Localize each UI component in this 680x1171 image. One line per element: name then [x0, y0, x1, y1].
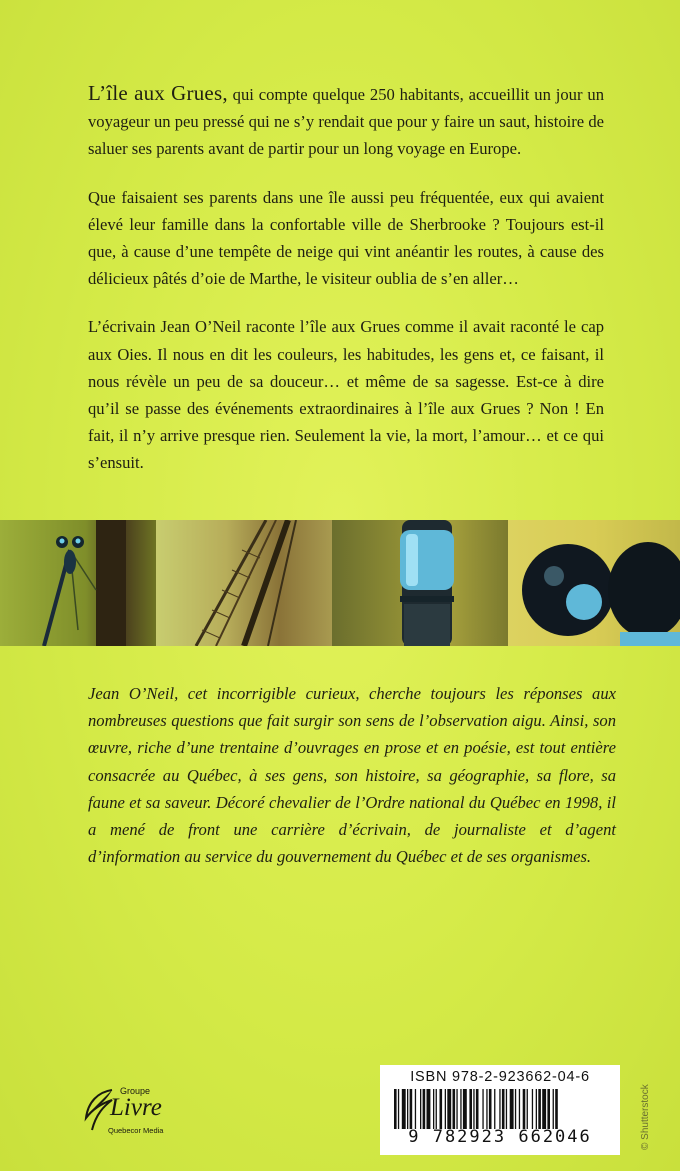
barcode-bar — [394, 1089, 397, 1129]
isbn-label: ISBN 978-2-923662-04-6 — [410, 1069, 590, 1085]
blurb-paragraph-3: L’écrivain Jean O’Neil raconte l’île aux Grues comme il avait raconté le cap aux Oies. Il nous en dit les couleurs, les habitudes, les gens et, ce faisant, il nous révèle un peu de sa douceur… et même de sa sagesse. Est-ce à dire qu’il se passe des événements extraordinaires à l’île aux Grues ? Non ! En fait, il n’y arrive presque rien. Seulement la vie, la mort, l’amour… et ce qui s’ensuit. — [88, 317, 604, 473]
barcode-bar — [499, 1089, 500, 1129]
barcode-bar — [433, 1089, 434, 1129]
barcode-bar — [494, 1089, 495, 1129]
barcode-bar — [510, 1089, 514, 1129]
publisher-media: Quebecor Media — [108, 1126, 164, 1135]
barcode-bar — [502, 1089, 505, 1129]
barcode-bar — [489, 1089, 492, 1129]
barcode-bar — [456, 1089, 457, 1129]
barcode-bar — [538, 1089, 541, 1129]
barcode-bar — [527, 1089, 528, 1129]
blurb-paragraph-1-text: qui compte quelque 250 habitants, accueillit un jour un voyageur un peu pressé qui ne s’y rendait que pour y faire un saut, histoire de saluer ses parents avant de partir pour un long voyage en Europe. — [88, 85, 604, 159]
damselfly-photo — [0, 520, 156, 646]
photo-credit: © Shutterstock — [640, 1084, 651, 1150]
blurb-lead-title: L’île aux Grues, — [88, 81, 228, 105]
barcode-bar — [415, 1089, 416, 1129]
back-cover-blurb — [88, 80, 604, 498]
barcode-bar — [453, 1089, 456, 1129]
barcode-bar — [407, 1089, 408, 1129]
wing-illustration — [156, 520, 332, 646]
barcode-bar — [410, 1089, 413, 1129]
barcode-bar — [447, 1089, 451, 1129]
barcode-bar — [469, 1089, 472, 1129]
barcode-bar — [440, 1089, 443, 1129]
barcode-bar — [553, 1089, 554, 1129]
blue-segment-photo — [332, 520, 508, 646]
barcode-bar — [532, 1089, 533, 1129]
publisher-groupe: Groupe — [120, 1086, 151, 1096]
damselfly-illustration — [0, 520, 156, 646]
barcode-bar — [555, 1089, 558, 1129]
blurb-paragraph-1 — [88, 80, 604, 163]
barcode-bar — [402, 1089, 406, 1129]
barcode-bar — [523, 1089, 526, 1129]
isbn-barcode — [380, 1065, 620, 1155]
barcode-bar — [486, 1089, 487, 1129]
barcode-bar — [460, 1089, 461, 1129]
publisher-logo — [78, 1080, 168, 1150]
dragonfly-photo-strip — [0, 520, 680, 646]
barcode-bar — [427, 1089, 431, 1129]
barcode-bar — [420, 1089, 421, 1129]
wing-photo — [156, 520, 332, 646]
publisher-livre: Livre — [110, 1094, 162, 1121]
barcode-bar — [398, 1089, 399, 1129]
barcode-bar — [445, 1089, 446, 1129]
author-biography-text: Jean O’Neil, cet incorrigible curieux, cherche toujours les réponses aux nombreuses questions que fait surgir son sens de l’observation aigu. Ainsi, son œuvre, riche d’une trentaine d’ouvrages en prose et en poésie, est tout entière consacrée au Québec, à ses gens, son histoire, sa géographie, sa flore, sa faune et sa saveur. Décoré chevalier de l’Ordre national du Québec en 1998, il a mené de front une carrière d’écrivain, de journaliste et d’agent d’information au service du gouvernement du Québec et de ses organismes. — [88, 684, 616, 867]
barcode-bar — [519, 1089, 520, 1129]
dragonfly-eye-illustration — [508, 520, 680, 646]
barcode-bar — [506, 1089, 507, 1129]
barcode-bar — [436, 1089, 437, 1129]
barcode-bar — [463, 1089, 467, 1129]
barcode-bars — [394, 1089, 606, 1129]
barcode-bar — [536, 1089, 537, 1129]
blurb-paragraph-2: Que faisaient ses parents dans une île aussi peu fréquentée, eux qui avaient élevé leur famille dans la confortable ville de Sherbrooke ? Toujours est-il que, à cause d’une tempête de neige qui vint anéantir les routes, à cause des délicieux pâtés d’oie de Marthe, le visiteur oublia de s’en aller… — [88, 187, 604, 289]
barcode-bar — [542, 1089, 546, 1129]
dragonfly-eye-photo — [508, 520, 680, 646]
blue-segment-illustration — [332, 520, 508, 646]
barcode-bar — [423, 1089, 426, 1129]
barcode-bar — [476, 1089, 479, 1129]
barcode-bar — [547, 1089, 550, 1129]
author-biography — [88, 680, 616, 870]
barcode-bar — [482, 1089, 483, 1129]
isbn-digits: 9 782923 662046 — [408, 1127, 592, 1147]
barcode-bar — [515, 1089, 516, 1129]
barcode-bar — [473, 1089, 474, 1129]
